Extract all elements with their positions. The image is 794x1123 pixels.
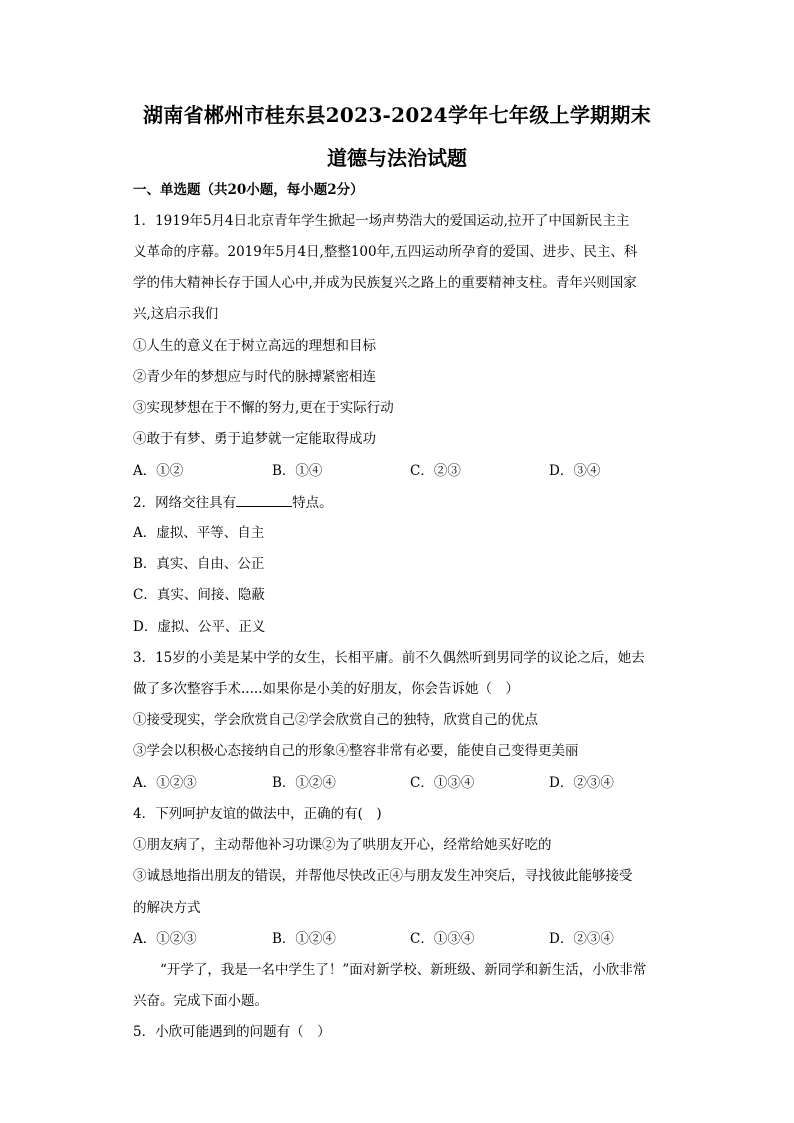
intro-passage-line: “开学了，我是一名中学生了！”面对新学校、新班级、新同学和新生活，小欣非常 bbox=[160, 962, 647, 978]
q3-option-b: B．①②④ bbox=[272, 775, 336, 791]
q2-answer-blank bbox=[236, 492, 292, 507]
q1-stem-line: 1．1919年5月4日北京青年学生掀起一场声势浩大的爱国运动,拉开了中国新民主主 bbox=[133, 213, 630, 229]
q3-statement: ③学会以积极心态接纳自己的形象④整容非常有必要，能使自己变得更美丽 bbox=[133, 743, 579, 759]
q1-stem-line: 兴,这启示我们 bbox=[133, 306, 219, 322]
q4-option-c: C．①③④ bbox=[410, 931, 475, 947]
q3-option-d: D．②③④ bbox=[549, 775, 614, 791]
q4-option-d: D．②③④ bbox=[549, 931, 614, 947]
q2-option-a: A．虚拟、平等、自主 bbox=[133, 525, 265, 541]
q4-option-a: A．①②③ bbox=[133, 931, 197, 947]
q2-option-c: C．真实、间接、隐蔽 bbox=[133, 587, 265, 603]
q4-statement: ①朋友病了，主动帮他补习功课②为了哄朋友开心，经常给她买好吃的 bbox=[133, 837, 552, 853]
q4-statement: ③诚恳地指出朋友的错误，并帮他尽快改正④与朋友发生冲突后，寻找彼此能够接受 bbox=[133, 868, 633, 884]
q1-option-a: A．①② bbox=[133, 463, 184, 479]
q1-statement: ①人生的意义在于树立高远的理想和目标 bbox=[133, 338, 376, 354]
exam-title-line2: 道德与法治试题 bbox=[327, 146, 467, 170]
q1-statement: ②青少年的梦想应与时代的脉搏紧密相连 bbox=[133, 369, 376, 385]
q2-stem-before: 2．网络交往具有 bbox=[133, 495, 237, 511]
q3-option-c: C．①③④ bbox=[410, 775, 475, 791]
q4-option-b: B．①②④ bbox=[272, 931, 336, 947]
q1-option-b: B．①④ bbox=[272, 463, 323, 479]
q2-option-b: B．真实、自由、公正 bbox=[133, 556, 265, 572]
q4-statement: 的解决方式 bbox=[133, 900, 201, 916]
q1-option-c: C．②③ bbox=[410, 463, 461, 479]
exam-title-line1: 湖南省郴州市桂东县2023-2024学年七年级上学期期末 bbox=[142, 103, 652, 127]
q3-stem-line: 3．15岁的小美是某中学的女生，长相平庸。前不久偶然听到男同学的议论之后，她去 bbox=[133, 650, 645, 666]
q1-statement: ③实现梦想在于不懈的努力,更在于实际行动 bbox=[133, 400, 394, 416]
q1-stem-line: 学的伟大精神长存于国人心中,并成为民族复兴之路上的重要精神支柱。青年兴则国家 bbox=[133, 275, 637, 291]
q3-stem-line: 做了多次整容手术.....如果你是小美的好朋友，你会告诉她（ ） bbox=[133, 681, 519, 697]
q2-option-d: D．虚拟、公平、正义 bbox=[133, 619, 266, 635]
q2-stem-after: 特点。 bbox=[292, 495, 333, 511]
q2-stem bbox=[133, 492, 333, 513]
q3-statement: ①接受现实，学会欣赏自己②学会欣赏自己的独特，欣赏自己的优点 bbox=[133, 712, 538, 728]
q4-stem: 4．下列呵护友谊的做法中，正确的有( ) bbox=[133, 806, 382, 822]
q3-option-a: A．①②③ bbox=[133, 775, 197, 791]
q1-statement: ④敢于有梦、勇于追梦就一定能取得成功 bbox=[133, 431, 376, 447]
section-heading: 一、单选题（共20小题，每小题2分） bbox=[133, 182, 364, 198]
q1-stem-line: 义革命的序幕。2019年5月4日,整整100年,五四运动所孕育的爱国、进步、民主、科 bbox=[133, 244, 638, 260]
q5-stem: 5．小欣可能遇到的问题有（ ） bbox=[133, 1024, 331, 1040]
intro-passage-line: 兴奋。完成下面小题。 bbox=[133, 993, 268, 1009]
q1-option-d: D．③④ bbox=[549, 463, 601, 479]
